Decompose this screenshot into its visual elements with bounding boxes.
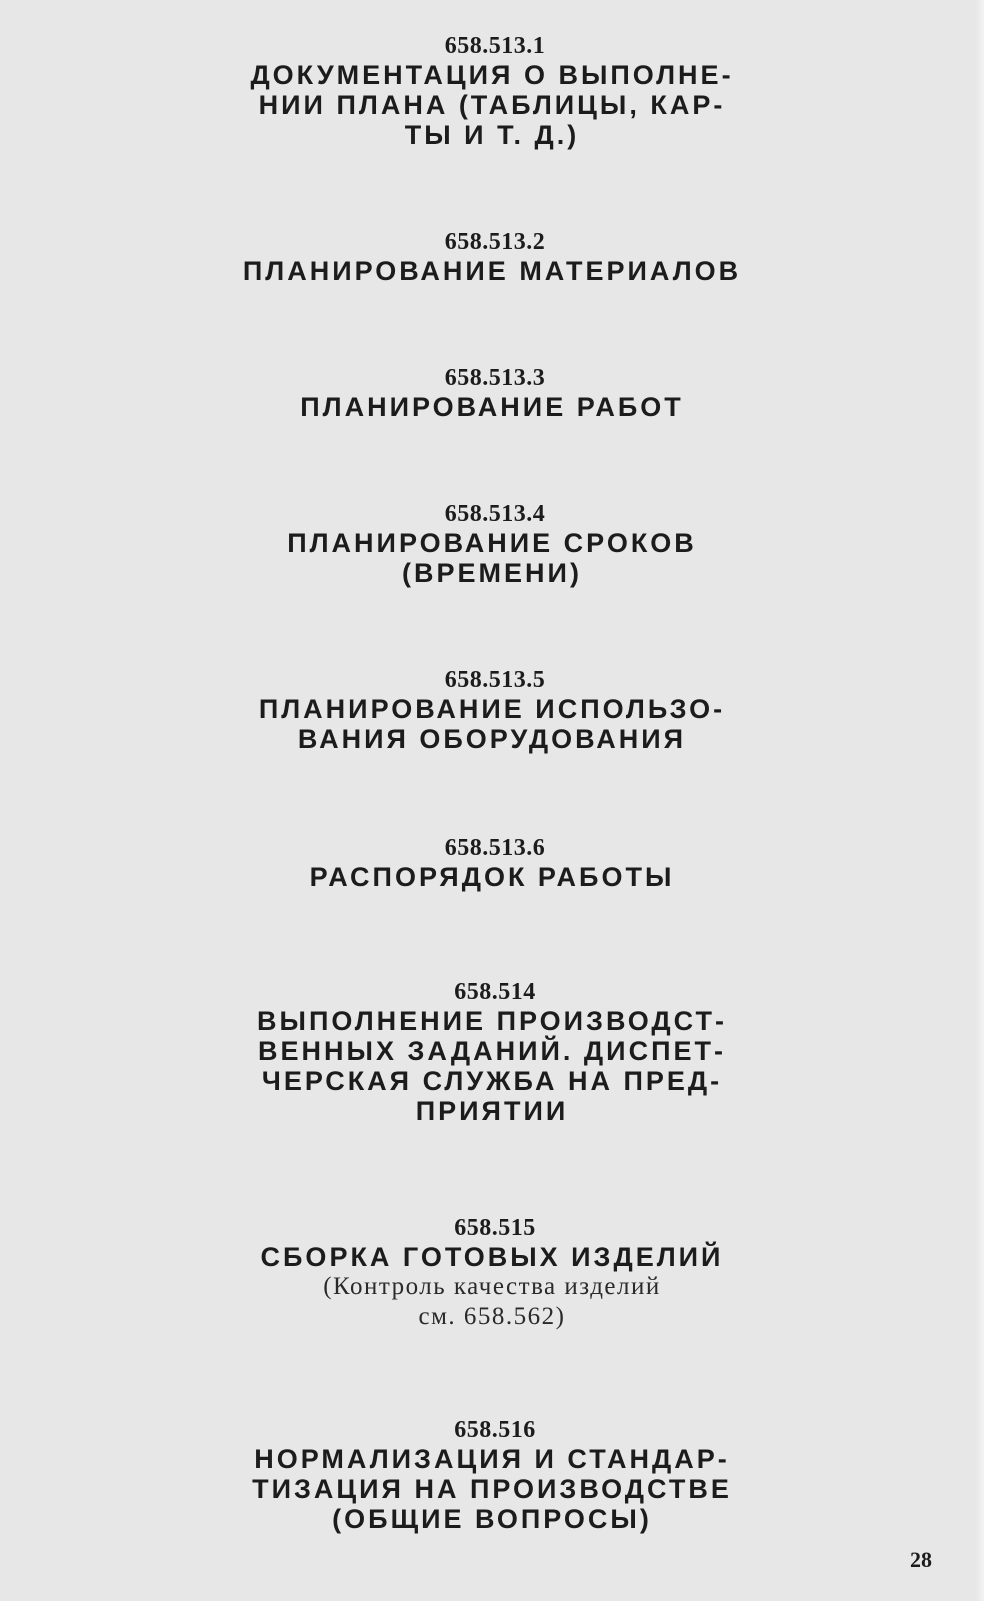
entry-heading: ПЛАНИРОВАНИЕ МАТЕРИАЛОВ	[242, 256, 742, 286]
entry-cross-reference-note: (Контроль качества изделий см. 658.562)	[323, 1273, 661, 1330]
entry-658-516	[0, 1416, 984, 1534]
entry-658-513-1	[0, 32, 984, 150]
entry-heading: ПЛАНИРОВАНИЕ ИСПОЛЬЗО- ВАНИЯ ОБОРУДОВАНИЯ	[258, 694, 726, 754]
entry-heading: ПЛАНИРОВАНИЕ СРОКОВ (ВРЕМЕНИ)	[287, 528, 697, 588]
entry-code: 658.513.4	[444, 501, 546, 527]
entry-code: 658.515	[454, 1215, 536, 1241]
entry-code: 658.513.6	[444, 835, 546, 861]
entry-code: 658.513.2	[444, 229, 546, 255]
page-number: 28	[910, 1547, 932, 1572]
entry-658-513-6	[0, 834, 984, 892]
entry-658-513-2	[0, 228, 984, 286]
entry-heading: РАСПОРЯДОК РАБОТЫ	[309, 862, 675, 892]
entry-code: 658.516	[454, 1417, 536, 1443]
entry-heading: СБОРКА ГОТОВЫХ ИЗДЕЛИЙ	[260, 1242, 724, 1272]
entry-658-514	[0, 978, 984, 1126]
entry-heading: ВЫПОЛНЕНИЕ ПРОИЗВОДСТ- ВЕННЫХ ЗАДАНИЙ. ДИСПЕТ- ЧЕРСКАЯ СЛУЖБА НА ПРЕД- ПРИЯТИИ	[257, 1006, 727, 1126]
entry-heading: ПЛАНИРОВАНИЕ РАБОТ	[300, 392, 684, 422]
entry-658-513-4	[0, 500, 984, 588]
entry-heading: ДОКУМЕНТАЦИЯ О ВЫПОЛНЕ- НИИ ПЛАНА (ТАБЛИЦЫ, КАР- ТЫ И Т. Д.)	[250, 60, 734, 150]
entry-658-515	[0, 1214, 984, 1332]
entry-code: 658.513.1	[444, 33, 546, 59]
entry-658-513-5	[0, 666, 984, 754]
entry-658-513-3	[0, 364, 984, 422]
entry-code: 658.513.3	[444, 365, 546, 391]
entry-code: 658.514	[454, 979, 536, 1005]
entry-code: 658.513.5	[444, 667, 546, 693]
entry-heading: НОРМАЛИЗАЦИЯ И СТАНДАР- ТИЗАЦИЯ НА ПРОИЗВОДСТВЕ (ОБЩИЕ ВОПРОСЫ)	[252, 1444, 732, 1534]
